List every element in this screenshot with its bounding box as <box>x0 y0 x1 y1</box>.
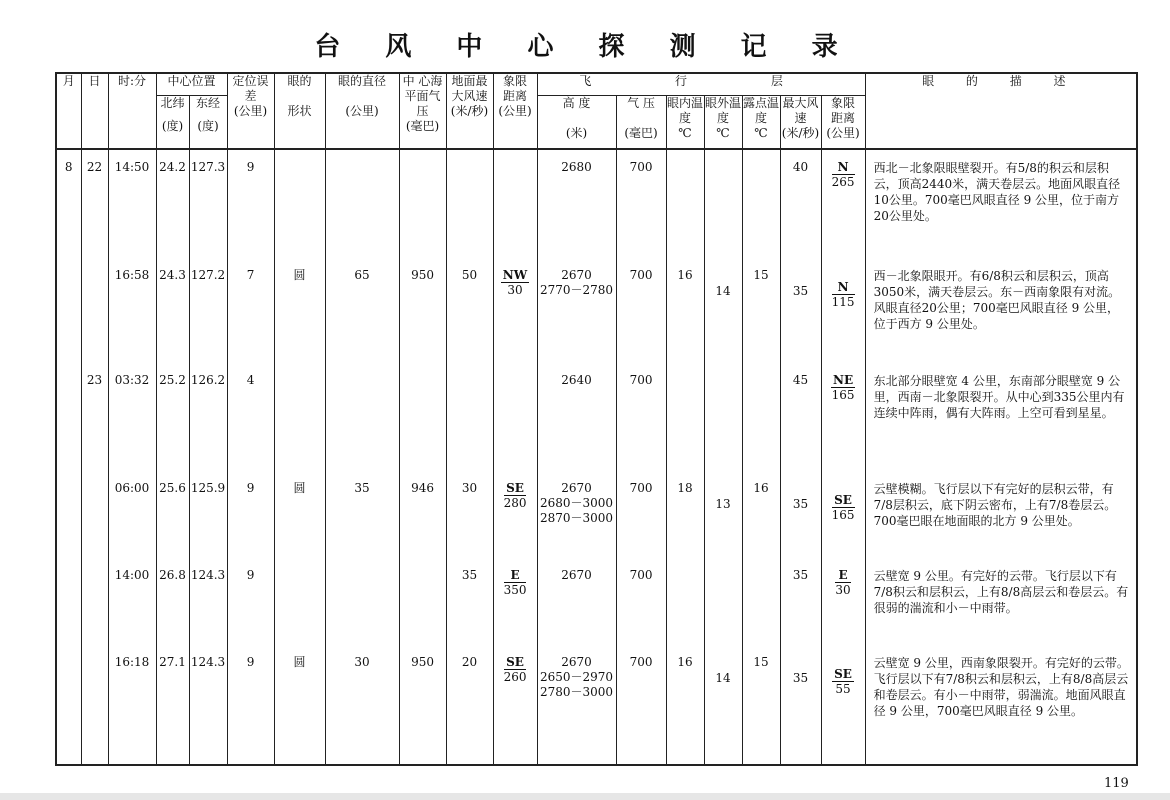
cell-pressure: 950 <box>411 654 434 669</box>
cell-shape: 圆 <box>293 654 306 669</box>
cell-day <box>82 258 108 268</box>
table-row <box>56 149 1137 258</box>
cell-dew: 15 <box>753 654 769 669</box>
col-fl-pressure: 气 压 (毫巴) <box>616 95 666 149</box>
cell-quadrant <box>493 558 537 645</box>
cell-lon: 127.2 <box>190 268 226 283</box>
col-day: 日 <box>81 73 108 149</box>
cell-lat: 27.1 <box>159 654 186 669</box>
cell-dew <box>743 363 780 373</box>
cell-altitude: 2680 <box>561 160 592 175</box>
cell-wind <box>447 363 493 373</box>
cell-eye-description: 云壁宽 9 公里，西南象限裂开。有完好的云带。飞行层以下有7/8积云和层积云，上有8/8高层云和卷层云。有小－中雨带，弱湍流。地面风眼直径 9 公里，700毫巴风眼直径 9 公里。 <box>865 645 1137 765</box>
cell-max_wind: 40 <box>792 160 809 175</box>
cell-shape: 圆 <box>293 480 306 495</box>
cell-shape <box>275 363 325 373</box>
cell-dew <box>743 558 780 568</box>
col-eye-shape: 眼的 形状 <box>274 73 325 149</box>
quadrant-distance: 165 <box>831 507 855 522</box>
cell-max_wind: 35 <box>792 567 809 582</box>
col-month: 月 <box>56 73 81 149</box>
quadrant-distance: 30 <box>835 582 851 597</box>
cell-fl-quadrant <box>821 471 865 558</box>
cell-altitude: 2670 <box>561 567 592 582</box>
cell-altitude: 2640 <box>561 373 592 388</box>
cell-lon: 125.9 <box>190 480 226 495</box>
cell-lon: 124.3 <box>190 567 226 582</box>
cell-fl_pressure: 700 <box>629 567 653 582</box>
cell-diameter: 65 <box>354 268 370 283</box>
col-lat-unit: (度) <box>156 119 189 149</box>
cell-wind <box>447 150 493 160</box>
quadrant-distance: 350 <box>503 582 527 597</box>
quadrant-distance: 30 <box>507 283 523 298</box>
quadrant-direction: NW <box>502 268 528 283</box>
col-dew: 露点温度 ℃ <box>742 95 780 149</box>
cell-fl-quadrant <box>821 149 865 258</box>
quadrant-distance: 165 <box>831 388 855 403</box>
cell-quadrant <box>493 363 537 470</box>
cell-lat: 24.2 <box>159 160 186 175</box>
quadrant-direction: N <box>832 160 855 175</box>
cell-day <box>82 471 108 481</box>
cell-diameter <box>326 150 399 160</box>
cell-max_wind: 35 <box>792 496 809 511</box>
cell-t_out <box>705 558 742 584</box>
cell-dew: 15 <box>753 268 769 283</box>
cell-quadrant <box>493 149 537 258</box>
cell-wind: 35 <box>461 567 478 582</box>
cell-wind: 50 <box>461 268 478 283</box>
cell-dew <box>743 150 780 160</box>
col-fl-quadrant: 象限 距离 (公里) <box>821 95 865 149</box>
col-quadrant: 象限 距离 (公里) <box>493 73 537 149</box>
cell-eye-description: 云壁宽 9 公里。有完好的云带。飞行层以下有7/8积云和层积云，上有8/8高层云和卷层云。有很弱的湍流和小－中雨带。 <box>865 558 1137 645</box>
cell-diameter <box>326 558 399 568</box>
quadrant-distance: 280 <box>503 495 527 510</box>
cell-t_in <box>667 363 704 373</box>
cell-t_in <box>667 558 704 568</box>
cell-quadrant <box>493 471 537 558</box>
col-surface-wind: 地面最大风速 (米/秒) <box>446 73 493 149</box>
cell-month <box>57 645 81 655</box>
cell-wind: 20 <box>461 654 478 669</box>
cell-eye-description: 东北部分眼壁宽 4 公里，东南部分眼壁宽 9 公里，西南－北象限裂开。从中心到335公里内有连续中阵雨，偶有大阵雨。上空可看到星星。 <box>865 363 1137 470</box>
page-title: 台 风 中 心 探 测 记 录 <box>314 32 856 62</box>
cell-error: 4 <box>246 373 255 388</box>
cell-fl_pressure: 700 <box>629 268 653 283</box>
page-number: 119 <box>1104 776 1129 791</box>
cell-wind: 30 <box>461 480 478 495</box>
col-lon: 东经 <box>189 95 227 119</box>
cell-error: 9 <box>246 567 255 582</box>
cell-diameter: 30 <box>354 654 370 669</box>
cell-dew: 16 <box>753 480 769 495</box>
col-max-wind: 最大风速 (米/秒) <box>780 95 821 149</box>
quadrant-distance: 265 <box>831 175 855 190</box>
quadrant-direction: N <box>832 280 855 295</box>
cell-t_in: 16 <box>677 268 693 283</box>
cell-t_in: 18 <box>677 480 693 495</box>
cell-pressure <box>400 150 446 160</box>
cell-month <box>57 471 81 481</box>
cell-fl_pressure: 700 <box>629 373 653 388</box>
cell-time: 14:00 <box>114 567 150 582</box>
cell-quadrant <box>493 645 537 765</box>
cell-fl_pressure: 700 <box>629 480 653 495</box>
cell-fl-quadrant <box>821 258 865 363</box>
cell-altitude: 2670 2650－2970 2780－3000 <box>539 654 614 699</box>
col-pressure: 中 心海平面气 压 (毫巴) <box>399 73 446 149</box>
quadrant-distance: 115 <box>831 295 855 310</box>
col-error: 定位误差 (公里) <box>227 73 274 149</box>
cell-eye-description: 云壁模糊。飞行层以下有完好的层积云带，有7/8层积云，底下阴云密布，上有7/8卷层云。700毫巴眼在地面眼的北方 9 公里处。 <box>865 471 1137 558</box>
cell-quadrant <box>493 258 537 363</box>
cell-month <box>57 363 81 373</box>
quadrant-direction: SE <box>504 481 527 496</box>
cell-t_in <box>667 150 704 160</box>
cell-fl-quadrant <box>821 645 865 765</box>
cell-lon: 127.3 <box>190 160 226 175</box>
cell-shape <box>275 150 325 160</box>
cell-lat: 24.3 <box>159 268 186 283</box>
col-eye-desc: 眼 的 描 述 <box>865 73 1137 149</box>
table-row <box>56 645 1137 765</box>
cell-shape <box>275 558 325 568</box>
cell-shape: 圆 <box>293 268 306 283</box>
cell-time: 06:00 <box>114 480 150 495</box>
quadrant-direction: NE <box>832 373 854 388</box>
cell-pressure: 950 <box>411 268 434 283</box>
col-eye-diameter: 眼的直径 (公里) <box>325 73 399 149</box>
cell-eye-description: 西－北象限眼开。有6/8积云和层积云，顶高3050米，满天卷层云。东－西南象限有对流。风眼直径20公里；700毫巴风眼直径 9 公里，位于西方 9 公里处。 <box>865 258 1137 363</box>
quadrant-distance: 55 <box>835 681 851 696</box>
cell-t_out <box>705 150 742 176</box>
cell-diameter: 35 <box>354 480 370 495</box>
cell-month <box>57 558 81 568</box>
cell-t_in: 16 <box>677 654 693 669</box>
col-time: 时:分 <box>108 73 156 149</box>
quadrant-direction: SE <box>504 655 527 670</box>
cell-max_wind: 35 <box>792 670 809 685</box>
cell-pressure <box>400 558 446 568</box>
table-row <box>56 558 1137 645</box>
col-center-position: 中心位置 <box>156 73 227 95</box>
cell-lon: 124.3 <box>190 654 226 669</box>
col-temp-in: 眼内温度 ℃ <box>666 95 704 149</box>
cell-pressure <box>400 363 446 373</box>
quadrant-direction: SE <box>834 666 852 681</box>
cell-t_out: 13 <box>715 496 731 511</box>
cell-day <box>82 558 108 568</box>
cell-time: 03:32 <box>114 373 150 388</box>
table-row <box>56 258 1137 363</box>
cell-eye-description: 西北－北象限眼壁裂开。有5/8的积云和层积云，顶高2440米，满天卷层云。地面风眼直径10公里。700毫巴风眼直径 9 公里，位于南方20公里处。 <box>865 149 1137 258</box>
cell-altitude: 2670 2770－2780 <box>539 268 614 298</box>
cell-time: 14:50 <box>114 160 150 175</box>
col-lon-unit: (度) <box>189 119 227 149</box>
cell-month: 8 <box>64 160 73 175</box>
cell-month <box>57 258 81 268</box>
cell-max_wind: 45 <box>792 373 809 388</box>
cell-lon: 126.2 <box>190 373 226 388</box>
col-temp-out: 眼外温度 ℃ <box>704 95 742 149</box>
cell-t_out: 14 <box>715 670 731 685</box>
cell-fl-quadrant <box>821 363 865 470</box>
cell-lat: 26.8 <box>159 567 186 582</box>
cell-fl_pressure: 700 <box>629 160 653 175</box>
cell-error: 9 <box>246 160 255 175</box>
cell-max_wind: 35 <box>792 284 809 299</box>
cell-fl-quadrant <box>821 558 865 645</box>
cell-diameter <box>326 363 399 373</box>
table-row <box>56 471 1137 558</box>
cell-pressure: 946 <box>411 480 434 495</box>
col-altitude: 高 度 (米) <box>537 95 616 149</box>
cell-time: 16:18 <box>114 654 150 669</box>
cell-day: 23 <box>86 373 103 388</box>
cell-altitude: 2670 2680－3000 2870－3000 <box>539 480 614 525</box>
cell-t_out <box>705 363 742 389</box>
col-lat: 北纬 <box>156 95 189 119</box>
cell-time: 16:58 <box>114 268 150 283</box>
cell-lat: 25.2 <box>159 373 186 388</box>
cell-lat: 25.6 <box>159 480 186 495</box>
quadrant-direction: E <box>504 568 527 583</box>
cell-fl_pressure: 700 <box>629 654 653 669</box>
quadrant-distance: 260 <box>503 669 527 684</box>
cell-day: 22 <box>86 160 103 175</box>
typhoon-record-table <box>55 72 1138 766</box>
cell-error: 7 <box>246 268 255 283</box>
col-flight-level: 飞 行 层 <box>537 73 865 95</box>
cell-t_out: 14 <box>715 284 731 299</box>
cell-error: 9 <box>246 480 255 495</box>
quadrant-direction: E <box>835 568 850 583</box>
quadrant-direction: SE <box>832 493 855 508</box>
cell-error: 9 <box>246 654 255 669</box>
table-row <box>56 363 1137 470</box>
cell-day <box>82 645 108 655</box>
page-bottom-band <box>0 793 1170 800</box>
